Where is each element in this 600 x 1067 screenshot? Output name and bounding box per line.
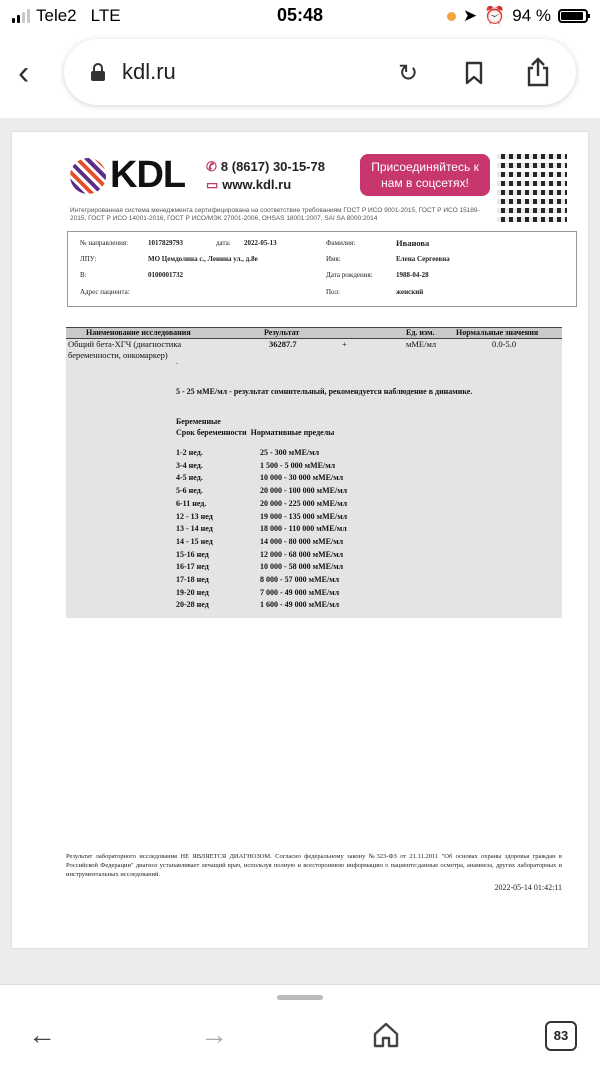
address-bar[interactable] [64,39,576,105]
v-value: 0100001732 [148,271,183,279]
date-label: дата: [216,239,231,247]
drag-handle[interactable] [277,995,323,1000]
alarm-icon: ⏰ [484,6,506,25]
disclaimer-text: Результат лабораторного исследования НЕ ЯВЛЯЕТСЯ ДИАГНОЗОМ. Согласно федеральному закону №323-ФЗ от 21.11.2011 "Об основах охраны здоровья граждан в Российской Федерации" диагноз устанавливает лечащий врач, используя полную и всестороннюю информацию о пациенте:данные осмотра, анамнеза, других лабораторных и инструментальных исследований. [66,853,562,878]
browser-toolbar [0,34,600,118]
result-value: 36287.7 [269,339,297,349]
name-label: Имя: [326,255,341,263]
certification-text: Интегрированная система менеджмента сертифицирована на соответствие требованиям ГОСТ Р ИСО 9001-2015, ГОСТ Р ИСО 15189-2015, ГОСТ Р ИСО 14001-2016, ГОСТ Р ИСО/МЭК 27001-2006, OHSAS 18001:2007, SAI SA 8000:2014 [70,207,480,222]
carrier-name: Tele2 [36,6,77,25]
date-value: 2022-05-13 [244,239,277,247]
range-value: 20 000 - 100 000 мМЕ/мл [260,486,348,496]
phone-icon: ✆ [206,159,217,174]
range-value: 14 000 - 80 000 мМЕ/мл [260,536,344,546]
lock-icon [90,63,106,81]
range-value: 1 500 - 5 000 мМЕ/мл [260,460,336,470]
contact-block [206,158,325,194]
address-label: Адрес пациента: [80,288,130,296]
forward-arrow-icon[interactable]: → [200,1019,228,1050]
battery-percent: 94 % [512,6,551,25]
normal-range: 0.0-5.0 [492,339,517,349]
dob-value: 1988-04-28 [396,271,429,279]
patient-info-box [67,231,577,307]
range-value: 25 - 300 мМЕ/мл [260,448,320,457]
header-normal: Нормальные значения [456,328,539,337]
test-name: Общий бета-ХГЧ (диагностика беременности, онкомаркер) [68,339,182,360]
table-header [66,327,562,339]
range-week: 4-5 нед. [176,473,203,483]
range-value: 19 000 - 135 000 мМЕ/мл [260,511,348,521]
interpretation-note: 5 - 25 мМЕ/мл - результат сомнительный, рекомендуется наблюдение в динамике. [176,387,473,396]
lpu-value: МО Цемдолина с., Ленина ул., д.8е [148,255,258,263]
range-value: 10 000 - 58 000 мМЕ/мл [260,562,344,572]
battery-icon [558,9,588,23]
sex-label: Пол: [326,288,340,296]
range-week: 14 - 15 нед [176,536,213,546]
kdl-logo-icon [70,158,106,194]
results-table [66,327,562,618]
sex-value: женский [396,288,424,296]
separator-dot: . [176,357,178,366]
browser-bottom-bar [0,984,600,1067]
lpu-label: ЛПУ: [80,255,97,263]
url-text[interactable]: kdl.ru [122,59,176,84]
status-icons [447,6,588,26]
range-week: 16-17 нед [176,562,209,572]
monitor-icon: ▭ [206,177,219,192]
range-week: 12 - 13 нед [176,511,213,521]
surname-label: Фамилия: [326,239,356,247]
header-unit: Ед. изм. [406,328,435,337]
referral-number: 1017829793 [148,239,183,247]
social-banner: Присоединяйтесь к нам в соцсетях! [360,154,490,196]
range-value: 8 000 - 57 000 мМЕ/мл [260,575,340,584]
qr-code-icon [497,152,567,222]
range-value: 20 000 - 225 000 мМЕ/мл [260,498,348,508]
location-icon: ➤ [462,6,478,25]
range-week: 6-11 нед. [176,498,207,508]
status-bar [0,0,600,34]
header-result: Результат [264,328,300,337]
range-week: 15-16 нед [176,549,209,559]
range-value: 7 000 - 49 000 мМЕ/мл [260,587,340,597]
range-week: 1-2 нед. [176,448,203,457]
back-chevron-icon[interactable]: ‹ [18,54,30,92]
referral-label: № направления: [80,239,129,247]
tabs-button[interactable]: 83 [545,1021,577,1051]
pregnancy-subtitle: Срок беременности Нормативные пределы [176,428,335,437]
result-unit: мМЕ/мл [406,339,437,349]
range-week: 13 - 14 нед [176,524,213,534]
range-value: 10 000 - 30 000 мМЕ/мл [260,473,344,483]
share-icon[interactable] [526,57,550,87]
report-timestamp: 2022-05-14 01:42:11 [494,883,562,892]
mic-indicator-icon [447,12,456,21]
back-arrow-icon[interactable]: ← [28,1019,56,1050]
header-test: Наименование исследования [86,328,191,337]
range-week: 20-28 нед [176,600,209,610]
range-week: 5-6 нед. [176,486,203,496]
surname-value: Иванова [396,238,430,248]
range-week: 3-4 нед. [176,460,203,470]
bookmark-icon[interactable] [464,61,484,85]
website-text: www.kdl.ru [222,177,292,192]
range-value: 12 000 - 68 000 мМЕ/мл [260,549,344,559]
reload-icon[interactable]: ↻ [398,60,419,87]
name-value: Елена Сергеевна [396,255,450,263]
result-flag: + [342,339,347,349]
phone-number: 8 (8617) 30-15-78 [220,159,325,174]
pregnancy-heading [176,416,334,438]
range-value: 18 000 - 110 000 мМЕ/мл [260,524,347,534]
range-week: 17-18 нед [176,575,209,584]
range-value: 1 600 - 49 000 мМЕ/мл [260,600,340,610]
dob-label: Дата рождения: [326,271,373,279]
range-week: 19-20 нед [176,587,209,597]
pregnancy-title: Беременные [176,417,221,426]
brand-logo: KDL [110,154,186,196]
network-type: LTE [90,6,121,25]
v-label: В: [80,271,87,279]
clock: 05:48 [276,5,324,25]
home-icon[interactable] [372,1021,400,1049]
lab-report-page [12,132,588,948]
